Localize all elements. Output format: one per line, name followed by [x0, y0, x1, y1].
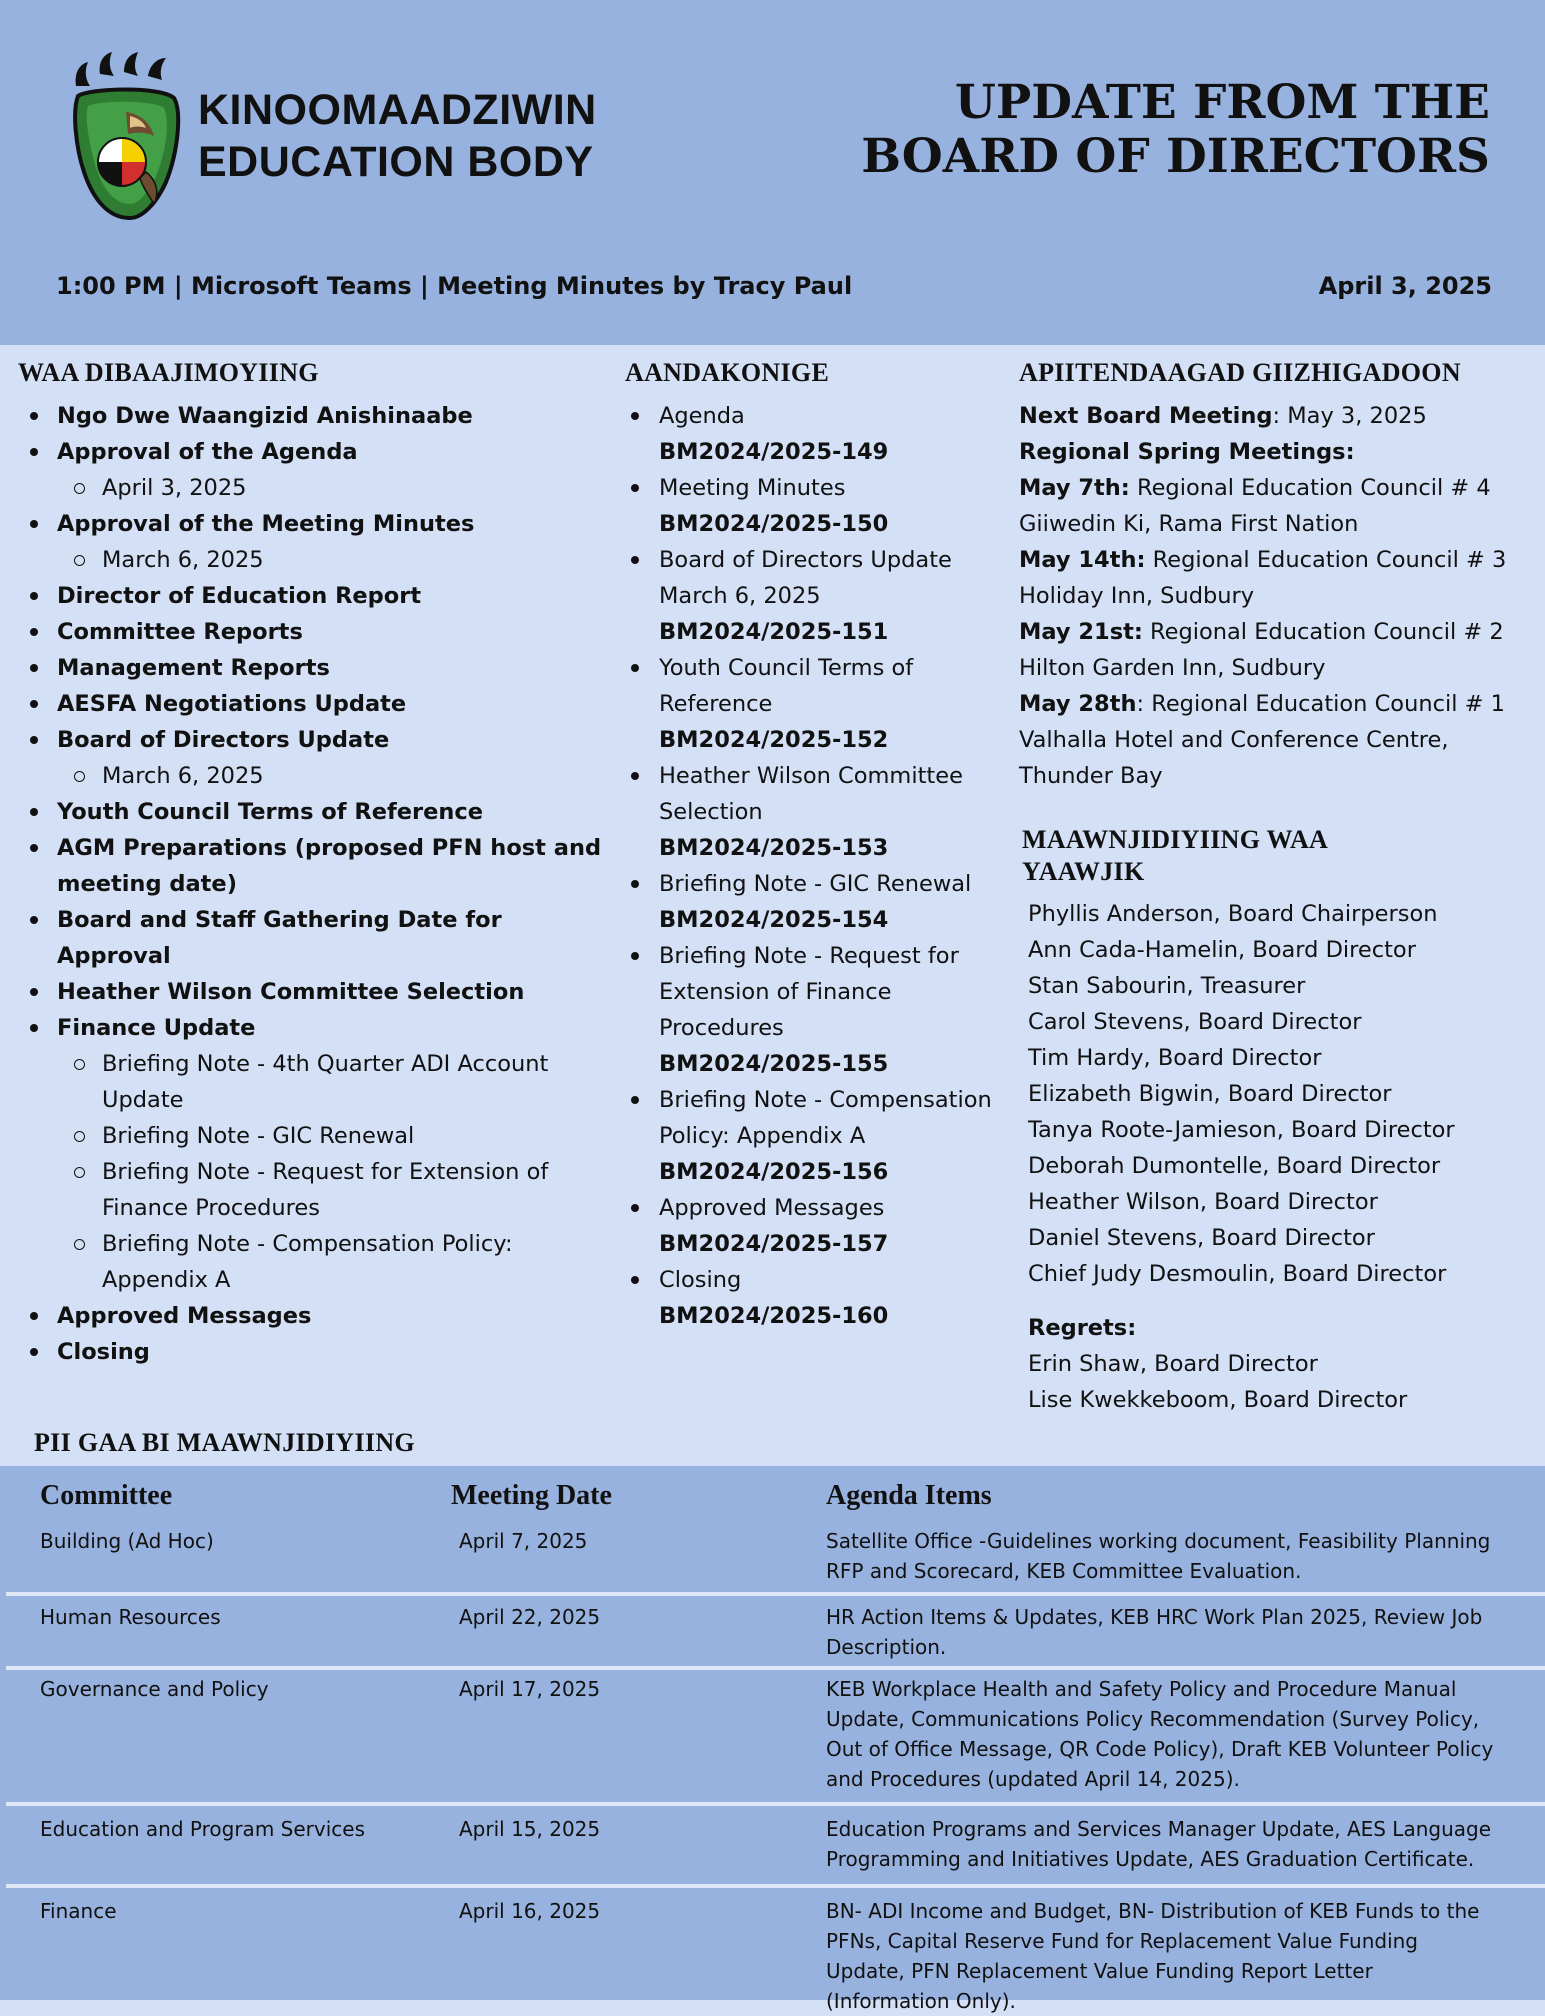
motion-code: BM2024/2025-155	[659, 1051, 889, 1077]
page-title-line1: UPDATE FROM THE	[954, 75, 1490, 130]
spring-meetings-list	[1019, 470, 1539, 794]
member-name: Tanya Roote-Jamieson, Board Director	[1028, 1117, 1455, 1143]
agenda-subitem: March 6, 2025	[18, 758, 618, 794]
motion-label: Agenda	[659, 403, 745, 429]
agenda-subitem: Briefing Note - Request for Extension of Finance Procedures	[18, 1154, 618, 1226]
committee-name: Finance	[40, 1899, 117, 1923]
motion-item	[625, 1082, 1005, 1190]
motion-label: Approved Messages	[659, 1195, 885, 1221]
bear-paw-medicine-wheel-logo-icon	[70, 52, 182, 222]
motion-code: BM2024/2025-151	[659, 619, 889, 645]
committee-meeting-date: April 16, 2025	[459, 1899, 601, 1923]
committee-meeting-date: April 7, 2025	[459, 1529, 588, 1553]
motion-item	[625, 1190, 1005, 1262]
regrets-block	[1022, 1310, 1522, 1418]
members-list	[1022, 896, 1522, 1292]
spring-meeting	[1019, 470, 1539, 542]
committee-meeting-date: April 15, 2025	[459, 1817, 601, 1841]
agenda-item: Approved Messages	[18, 1298, 618, 1334]
motion-item	[625, 1262, 1005, 1334]
member-name: Stan Sabourin, Treasurer	[1028, 973, 1306, 999]
committee-name: Human Resources	[40, 1605, 221, 1629]
agenda-item: Director of Education Report	[18, 578, 618, 614]
motion-label: Meeting Minutes	[659, 475, 846, 501]
agenda-subitem: Briefing Note - GIC Renewal	[18, 1118, 618, 1154]
motion-label: Briefing Note - Compensation Policy: Appendix A	[659, 1087, 992, 1149]
agenda-item: Approval of the Meeting Minutes	[18, 506, 618, 542]
spring-meeting-council-line	[1019, 614, 1539, 650]
spring-meeting	[1019, 686, 1539, 794]
spring-meeting-council: Regional Education Council # 4	[1129, 475, 1491, 501]
committee-meeting-date: April 17, 2025	[459, 1677, 601, 1701]
motions-list	[625, 398, 1005, 1334]
motion-item	[625, 938, 1005, 1082]
motion-label: Board of Directors Update March 6, 2025	[659, 547, 952, 609]
upcoming-section	[1019, 358, 1539, 794]
agenda-item: Closing	[18, 1334, 618, 1370]
committee-table	[0, 1466, 1545, 2013]
next-board-meeting	[1019, 398, 1539, 434]
attendance-section	[1022, 824, 1522, 1418]
agenda-subitem: Briefing Note - Compensation Policy: Appendix A	[18, 1226, 618, 1298]
member-name: Elizabeth Bigwin, Board Director	[1028, 1081, 1392, 1107]
row-divider	[6, 1666, 1545, 1670]
agenda-list	[18, 398, 618, 1370]
agenda-item: Board and Staff Gathering Date for Approval	[18, 902, 618, 974]
member-name: Deborah Dumontelle, Board Director	[1028, 1153, 1441, 1179]
organization-name	[198, 84, 597, 188]
motion-code: BM2024/2025-160	[659, 1303, 889, 1329]
motion-code: BM2024/2025-150	[659, 511, 889, 537]
motion-item	[625, 398, 1005, 470]
member-name: Daniel Stevens, Board Director	[1028, 1225, 1375, 1251]
meeting-info: 1:00 PM | Microsoft Teams | Meeting Minutes by Tracy Paul	[56, 272, 853, 300]
committee-agenda-items: Satellite Office -Guidelines working document, Feasibility Planning RFP and Scorecard, KEB Committee Evaluation.	[826, 1529, 1491, 1583]
column-header-meeting-date: Meeting Date	[451, 1480, 612, 1511]
spring-meeting-date: May 21st:	[1019, 619, 1143, 645]
agenda-item: Approval of the Agenda	[18, 434, 618, 470]
row-divider	[6, 1884, 1545, 1888]
committee-agenda-items: KEB Workplace Health and Safety Policy and Procedure Manual Update, Communications Policy Recommendation (Survey Policy, Out of Office Message, QR Code Policy), Draft KEB Volunteer Policy and Procedures (updated April 14, 2025).	[826, 1677, 1494, 1791]
attendance-heading	[1022, 824, 1522, 888]
committee-name: Building (Ad Hoc)	[40, 1529, 214, 1553]
spring-meeting-council: : Regional Education Council # 1	[1136, 691, 1505, 717]
agenda-heading: WAA DIBAAJIMOYIING	[18, 358, 319, 387]
committee-name: Governance and Policy	[40, 1677, 269, 1701]
regret-name: Lise Kwekkeboom, Board Director	[1028, 1387, 1408, 1413]
committee-agenda-items: Education Programs and Services Manager Update, AES Language Programming and Initiatives Update, AES Graduation Certificate.	[826, 1817, 1492, 1871]
motion-item	[625, 470, 1005, 542]
attendance-heading-line1: MAAWNJIDIYIING WAA	[1022, 825, 1329, 854]
motion-code: BM2024/2025-152	[659, 727, 889, 753]
regrets-label: Regrets:	[1028, 1315, 1137, 1341]
motion-item	[625, 866, 1005, 938]
motion-code: BM2024/2025-153	[659, 835, 889, 861]
page-title	[861, 76, 1490, 184]
spring-meeting	[1019, 542, 1539, 614]
spring-meeting-council: Regional Education Council # 2	[1142, 619, 1504, 645]
agenda-item: AESFA Negotiations Update	[18, 686, 618, 722]
organization-name-line2: EDUCATION BODY	[198, 138, 594, 186]
committee-name: Education and Program Services	[40, 1817, 365, 1841]
agenda-item: Heather Wilson Committee Selection	[18, 974, 618, 1010]
regrets-list	[1028, 1346, 1522, 1418]
committee-agenda-items: HR Action Items & Updates, KEB HRC Work Plan 2025, Review Job Description.	[826, 1605, 1483, 1659]
motion-label: Briefing Note - Request for Extension of Finance Procedures	[659, 943, 959, 1041]
agenda-item: Management Reports	[18, 650, 618, 686]
spring-meeting-council-line	[1019, 470, 1539, 506]
meeting-date: April 3, 2025	[1318, 272, 1492, 300]
motion-code: BM2024/2025-154	[659, 907, 889, 933]
motion-code: BM2024/2025-156	[659, 1159, 889, 1185]
agenda-subitem: April 3, 2025	[18, 470, 618, 506]
spring-meeting-council-line	[1019, 542, 1539, 578]
motion-label: Youth Council Terms of Reference	[659, 655, 914, 717]
agenda-item: Board of Directors Update	[18, 722, 618, 758]
member-name: Phyllis Anderson, Board Chairperson	[1028, 901, 1438, 927]
spring-meeting-date: May 14th:	[1019, 547, 1146, 573]
motion-code: BM2024/2025-149	[659, 439, 889, 465]
regret-name: Erin Shaw, Board Director	[1028, 1351, 1318, 1377]
spring-meeting-date: May 7th:	[1019, 475, 1130, 501]
column-header-agenda-items: Agenda Items	[826, 1480, 992, 1511]
motion-item	[625, 542, 1005, 650]
agenda-item: AGM Preparations (proposed PFN host and meeting date)	[18, 830, 618, 902]
column-header-committee: Committee	[40, 1480, 173, 1511]
next-board-meeting-label: Next Board Meeting	[1019, 403, 1273, 429]
agenda-item: Committee Reports	[18, 614, 618, 650]
agenda-item: Youth Council Terms of Reference	[18, 794, 618, 830]
spring-meeting-location: Giiwedin Ki, Rama First Nation	[1019, 511, 1359, 537]
agenda-item: Finance Update	[18, 1010, 618, 1046]
page-title-line2: BOARD OF DIRECTORS	[861, 129, 1490, 184]
agenda-subitem: March 6, 2025	[18, 542, 618, 578]
agenda-subitem: Briefing Note - 4th Quarter ADI Account Update	[18, 1046, 618, 1118]
spring-meeting-location: Valhalla Hotel and Conference Centre, Thunder Bay	[1019, 727, 1449, 789]
spring-meeting-council: Regional Education Council # 3	[1145, 547, 1507, 573]
upcoming-heading: APIITENDAAGAD GIIZHIGADOON	[1019, 358, 1461, 387]
organization-name-line1: KINOOMAADZIWIN	[198, 86, 597, 134]
motions-section	[625, 358, 1005, 1334]
motion-label: Closing	[659, 1267, 742, 1293]
motion-item	[625, 758, 1005, 866]
next-board-meeting-date: : May 3, 2025	[1272, 403, 1427, 429]
spring-meeting	[1019, 614, 1539, 686]
member-name: Carol Stevens, Board Director	[1028, 1009, 1362, 1035]
header-banner	[0, 0, 1545, 345]
spring-meetings-label: Regional Spring Meetings:	[1019, 439, 1355, 465]
committee-table-heading: PII GAA BI MAAWNJIDIYIING	[34, 1428, 415, 1457]
agenda-section	[18, 358, 618, 1370]
spring-meeting-council-line	[1019, 686, 1539, 722]
spring-meeting-location: Hilton Garden Inn, Sudbury	[1019, 655, 1326, 681]
member-name: Ann Cada-Hamelin, Board Director	[1028, 937, 1416, 963]
attendance-heading-line2: YAAWJIK	[1022, 857, 1145, 886]
motions-heading: AANDAKONIGE	[625, 358, 830, 387]
committee-meeting-date: April 22, 2025	[459, 1605, 601, 1629]
committee-agenda-items: BN- ADI Income and Budget, BN- Distribution of KEB Funds to the PFNs, Capital Reserve Fund for Replacement Value Funding Update, PFN Replacement Value Funding Report Letter (Information Only).	[826, 1899, 1480, 2013]
member-name: Chief Judy Desmoulin, Board Director	[1028, 1261, 1447, 1287]
motion-item	[625, 650, 1005, 758]
member-name: Heather Wilson, Board Director	[1028, 1189, 1378, 1215]
motion-code: BM2024/2025-157	[659, 1231, 889, 1257]
row-divider	[6, 1592, 1545, 1596]
row-divider	[6, 1802, 1545, 1806]
agenda-item: Ngo Dwe Waangizid Anishinaabe	[18, 398, 618, 434]
motion-label: Briefing Note - GIC Renewal	[659, 871, 972, 897]
spring-meeting-date: May 28th	[1019, 691, 1137, 717]
motion-label: Heather Wilson Committee Selection	[659, 763, 963, 825]
spring-meeting-location: Holiday Inn, Sudbury	[1019, 583, 1255, 609]
member-name: Tim Hardy, Board Director	[1028, 1045, 1322, 1071]
upcoming-lines	[1019, 398, 1539, 794]
